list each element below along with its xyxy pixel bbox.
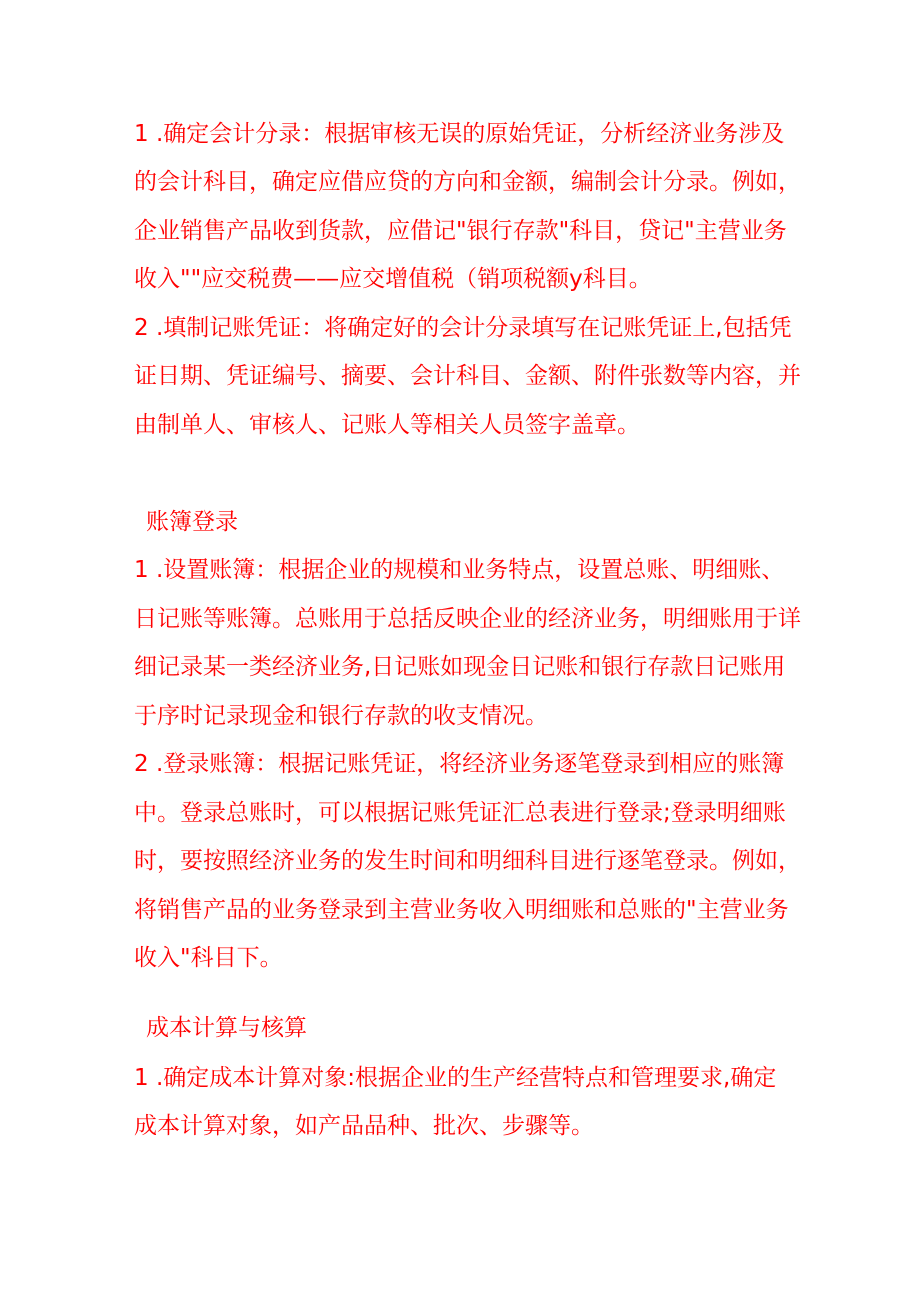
paragraph-line: 2 .填制记账凭证：将确定好的会计分录填写在记账凭证上,包括凭 (134, 315, 792, 341)
paragraph-line: 中。登录总账时，可以根据记账凭证汇总表进行登录;登录明细账 (134, 800, 786, 826)
paragraph-line: 收入""应交税费——应交增值税（销项税额y科目。 (134, 266, 652, 292)
paragraph-line: 1 .确定成本计算对象:根据企业的生产经营特点和管理要求,确定 (134, 1065, 777, 1091)
paragraph-line: 细记录某一类经济业务,日记账如现金日记账和银行存款日记账用 (134, 654, 786, 680)
section-heading-cost-accounting: 成本计算与核算 (146, 1015, 307, 1041)
paragraph-line: 时，要按照经济业务的发生时间和明细科目进行逐笔登录。例如， (134, 848, 801, 874)
paragraph-line: 日记账等账簿。总账用于总括反映企业的经济业务，明细账用于详 (134, 606, 801, 632)
paragraph-line: 将销售产品的业务登录到主营业务收入明细账和总账的"主营业务 (134, 897, 789, 923)
section-heading-ledger: 账簿登录 (146, 509, 238, 535)
paragraph-line: 1 .确定会计分录：根据审核无误的原始凭证，分析经济业务涉及 (134, 121, 785, 147)
paragraph-line: 2 .登录账簿：根据记账凭证，将经济业务逐笔登录到相应的账簿 (134, 751, 785, 777)
paragraph-line: 由制单人、审核人、记账人等相关人员签字盖章。 (134, 412, 640, 438)
paragraph-line: 成本计算对象，如产品品种、批次、步骤等。 (134, 1113, 594, 1139)
paragraph-line: 的会计科目，确定应借应贷的方向和金额，编制会计分录。例如， (134, 169, 801, 195)
paragraph-line: 收入"科目下。 (134, 945, 283, 971)
paragraph-line: 于序时记录现金和银行存款的收支情况。 (134, 703, 548, 729)
paragraph-line: 1 .设置账簿：根据企业的规模和业务特点，设置总账、明细账、 (134, 557, 785, 583)
paragraph-line: 企业销售产品收到货款，应借记"银行存款"科目，贷记"主营业务 (134, 218, 787, 244)
paragraph-line: 证日期、凭证编号、摘要、会计科目、金额、附件张数等内容，并 (134, 363, 801, 389)
